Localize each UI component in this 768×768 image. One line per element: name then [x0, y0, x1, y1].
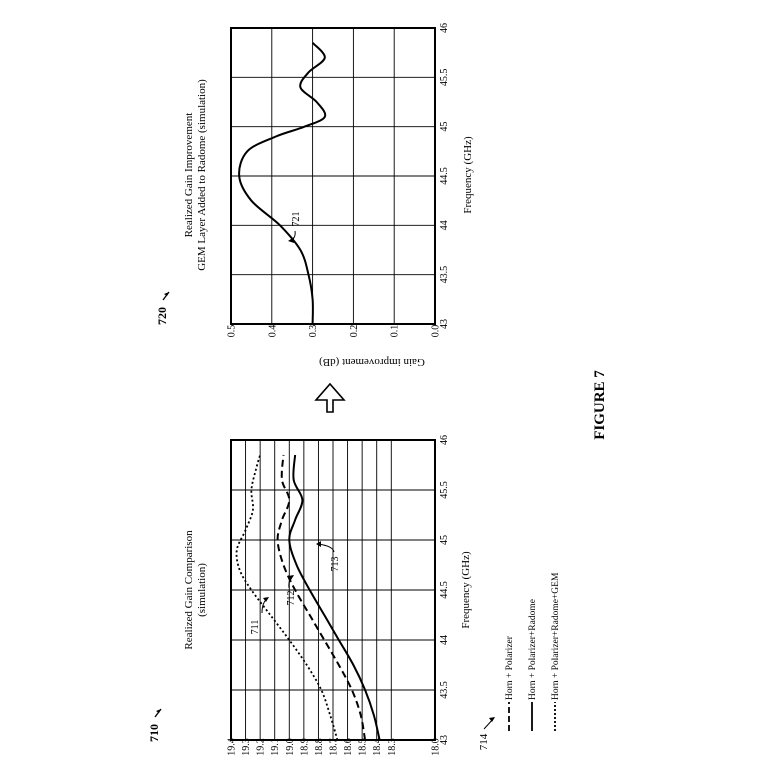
chart-710-y-tick-label: 18.5: [357, 738, 369, 756]
chart-720-y-tick-label: 0.3: [308, 324, 320, 338]
chart-710-y-tick-label: 19.4: [226, 738, 238, 756]
chart-710-x-tick-label: 44: [439, 635, 450, 645]
curve-721-label: 721: [291, 211, 302, 227]
chart-720-y-tick-label: 0.5: [226, 324, 238, 338]
legend-label-horn-polarizer-radome: Horn + Polarizer+Radome: [528, 599, 538, 700]
chart-710-x-tick-label: 45: [439, 535, 450, 545]
chart-710-title-line-2: (simulation): [196, 563, 208, 617]
chart-720-x-tick-label: 44.5: [439, 167, 450, 185]
chart-720-x-tick-label: 46: [439, 23, 450, 33]
chart-710-title-line-1: Realized Gain Comparison: [183, 530, 195, 650]
chart-710-y-tick-label: 19.1: [270, 738, 282, 756]
chart-720-y-axis-label: Gain improvement (dB): [319, 356, 425, 368]
chart-710-legend: [478, 572, 561, 750]
chart-710-y-tick-label: 18.8: [313, 738, 325, 756]
legend-label-horn-polarizer-radome-gem: Horn + Polarizer+Radome+GEM: [551, 572, 561, 700]
legend-label-horn-polarizer: Horn + Polarizer: [505, 636, 515, 700]
chart-720-x-tick-label: 45.5: [439, 68, 450, 87]
chart-710-y-tick-label: 19.3: [241, 738, 253, 756]
curve-712-label: 712: [286, 590, 297, 606]
chart-710-grid: [231, 440, 435, 740]
legend-ref-arrowhead-icon: [489, 717, 495, 722]
chart-710-x-tick-label: 43: [439, 735, 450, 745]
chart-720-x-tick-label: 45: [439, 121, 450, 132]
figure-caption: FIGURE 7: [592, 370, 608, 440]
chart-710-x-tick-label: 44.5: [439, 581, 450, 599]
chart-710-x-tick-label: 43.5: [439, 681, 450, 699]
curve-711-arrowhead-icon: [263, 597, 269, 602]
chart-710-series: [237, 455, 380, 740]
chart-720-y-tick-label: 0.2: [348, 324, 360, 338]
chart-710-ref-label: 710: [147, 724, 161, 742]
chart-720-y-tick-label: 0.0: [430, 324, 442, 338]
chart-720-title-line-1: Realized Gain Improvement: [183, 112, 195, 238]
chart-720-grid: [231, 28, 435, 324]
outline-arrow-up-icon: [316, 384, 344, 412]
chart-710-x-ticks: [439, 435, 450, 745]
chart-720-x-tick-label: 44: [439, 220, 450, 231]
chart-710-x-axis-label: Frequency (GHz): [460, 551, 472, 629]
chart-720-title-line-2: GEM Layer Added to Radome (simulation): [196, 79, 208, 271]
chart-720-x-tick-label: 43.5: [439, 265, 450, 284]
curve-711-label: 711: [250, 619, 261, 635]
chart-710-x-tick-label: 45.5: [439, 481, 450, 499]
chart-710-y-tick-label: 18.0: [430, 738, 442, 756]
chart-710-y-tick-label: 18.9: [299, 738, 311, 756]
chart-720-x-ticks: [439, 23, 450, 329]
chart-720-x-axis-label: Frequency (GHz): [462, 136, 474, 214]
chart-710-y-tick-label: 18.3: [386, 738, 398, 756]
series-713-line: [289, 455, 379, 740]
chart-720-y-tick-label: 0.4: [267, 324, 279, 338]
chart-720-ref-label: 720: [155, 307, 169, 325]
chart-710-y-tick-label: 19.0: [284, 738, 296, 756]
chart-710-y-tick-label: 18.7: [328, 738, 340, 756]
curve-713-label: 713: [330, 556, 341, 572]
chart-710-y-tick-label: 18.4: [372, 738, 384, 756]
chart-720-y-tick-label: 0.1: [389, 324, 401, 338]
chart-710-y-tick-label: 19.2: [255, 738, 267, 756]
legend-ref-label: 714: [478, 733, 490, 751]
chart-720-x-tick-label: 43: [439, 319, 450, 329]
chart-710-y-tick-label: 18.6: [343, 738, 355, 756]
chart-710-x-tick-label: 46: [439, 435, 450, 445]
chart-720-y-ticks: [227, 325, 442, 338]
